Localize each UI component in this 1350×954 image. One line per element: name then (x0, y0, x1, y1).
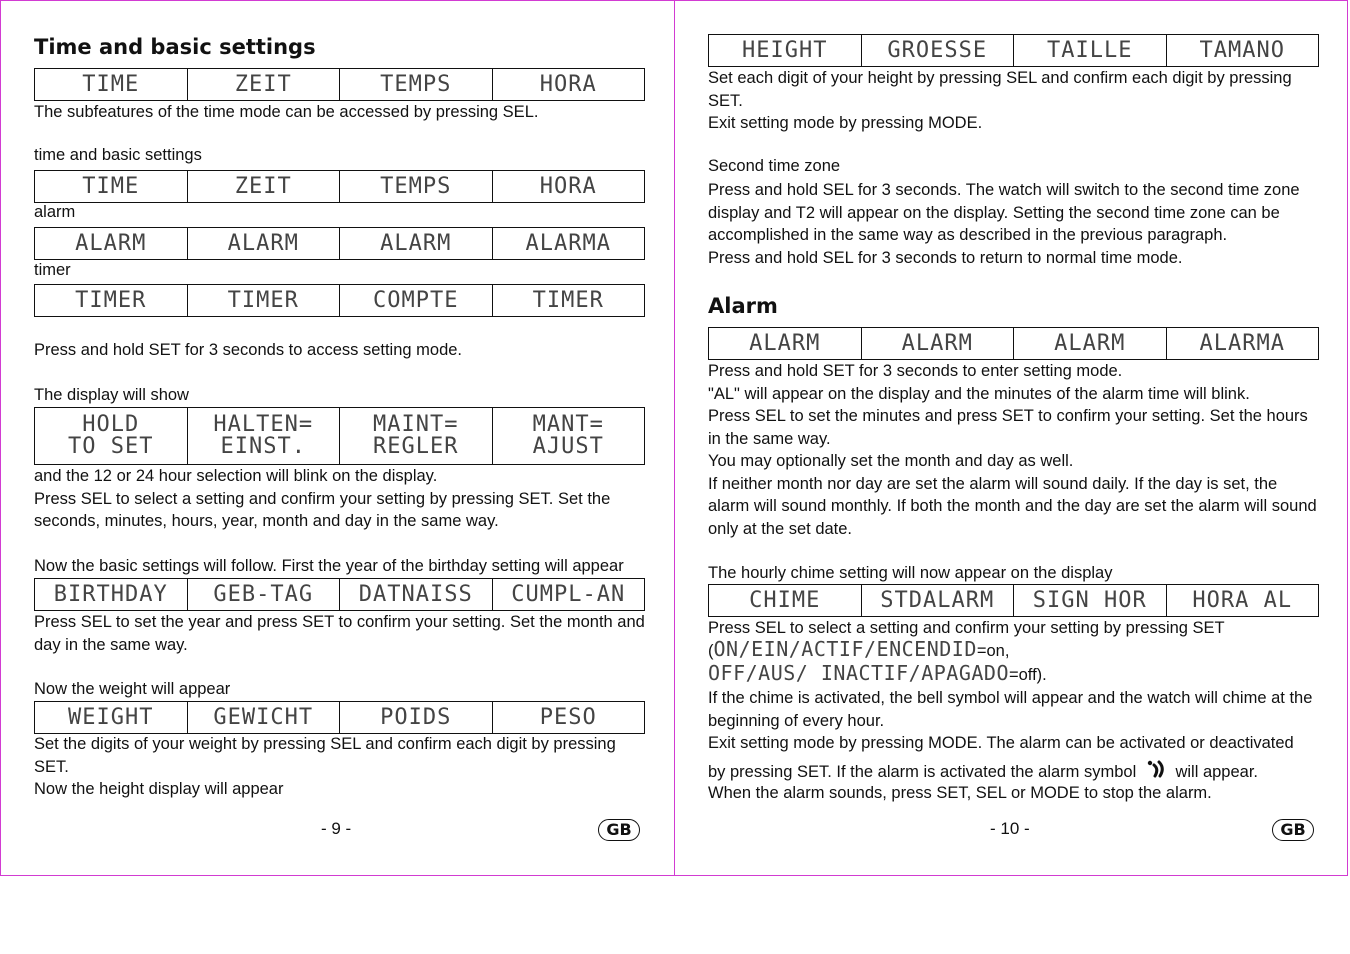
time-lcd-table (34, 68, 646, 101)
chime-select-text: Press SEL to select a setting and confirm your setting by pressing SET (708, 619, 1225, 637)
hold-set-lcd-table (34, 407, 646, 465)
on-open-paren: ( (708, 642, 714, 660)
right-page (708, 0, 1320, 876)
stop-alarm-text: When the alarm sounds, press SET, SEL or MODE to stop the alarm. (708, 784, 1212, 802)
lcd-cell: HORA AL (1166, 585, 1319, 617)
lcd-cell: ALARM (35, 228, 188, 260)
timer-lcd-table (34, 284, 646, 317)
lcd-cell: TEMPS (340, 171, 493, 203)
second-time-zone-text: Press and hold SEL for 3 seconds. The watch will switch to the second time zone display and T2 will appear on the display. Setting the second time zone can be accomplished in the same way as described in the previous paragraph. Press and hold SEL for 3 seconds to return to normal time mode. (708, 181, 1300, 267)
page-number: - 9 - (321, 819, 352, 838)
lcd-cell: DATNAISS (340, 579, 493, 611)
lcd-cell: ALARMA (1166, 328, 1319, 360)
alarm-instructions-text: Press and hold SET for 3 seconds to enter setting mode. "AL" will appear on the display and the minutes of the alarm time will blink. Press SEL to set the minutes and press SET to confirm your setting. Set the hours in the same way. You may optionally set the month and day as well. If neither month nor day are set the alarm will sound daily. If the day is set, the alarm will sound monthly. If both the month and the day are set the alarm will sound only at the set date. (708, 362, 1317, 538)
lcd-cell: TEMPS (340, 69, 493, 101)
on-suffix: =on, (976, 642, 1010, 660)
lcd-cell: BIRTHDAY (35, 579, 188, 611)
time-basic-lcd-table (34, 170, 646, 203)
subfeatures-text: The subfeatures of the time mode can be accessed by pressing SEL. (34, 103, 539, 121)
height-instructions-text: Set each digit of your height by pressing SEL and confirm each digit by pressing SET. Exit setting mode by pressing MODE. (708, 69, 1292, 132)
label-timer: timer (34, 261, 71, 279)
on-values-line (708, 638, 1320, 663)
off-values-line (708, 662, 1320, 687)
year-instructions-text: Press SEL to set the year and press SET to confirm your setting. Set the month and day in the same way. (34, 613, 645, 654)
lcd-cell: ZEIT (187, 69, 340, 101)
chime-intro-text: The hourly chime setting will now appear on the display (708, 564, 1113, 582)
chime-lcd-table (708, 584, 1320, 617)
lcd-cell: MAINT= REGLER (340, 408, 493, 465)
left-page (34, 0, 646, 876)
page-divider (674, 0, 675, 876)
lcd-cell: ALARMA (492, 228, 645, 260)
alarm-symbol-text-after: will appear. (1175, 763, 1259, 781)
lcd-cell: CHIME (709, 585, 862, 617)
on-values: ON/EIN/ACTIF/ENCENDID (713, 637, 977, 661)
hold-set-text: Press and hold SET for 3 seconds to access setting mode. (34, 341, 463, 359)
lcd-cell: GEWICHT (187, 702, 340, 734)
lcd-cell: TIME (35, 69, 188, 101)
lcd-cell: GEB-TAG (187, 579, 340, 611)
display-show-text: The display will show (34, 386, 189, 404)
lcd-cell: HOLD TO SET (35, 408, 188, 465)
lcd-cell: STDALARM (861, 585, 1014, 617)
basic-settings-text: Now the basic settings will follow. First the year of the birthday setting will appear (34, 557, 624, 575)
page-number: - 10 - (990, 819, 1030, 838)
language-badge: GB (598, 819, 640, 841)
lcd-cell: PESO (492, 702, 645, 734)
weight-digits-text: Set the digits of your weight by pressing SEL and confirm each digit by pressing SET. Now the height display will appear (34, 735, 616, 798)
height-lcd-table (708, 34, 1320, 67)
lcd-cell: TAILLE (1014, 35, 1167, 67)
lcd-cell: CUMPL-AN (492, 579, 645, 611)
lcd-cell: ALARM (187, 228, 340, 260)
section-title-alarm: Alarm (708, 294, 778, 318)
second-time-zone-title: Second time zone (708, 157, 841, 175)
lcd-cell: HEIGHT (709, 35, 862, 67)
off-values: OFF/AUS/ INACTIF/APAGADO (708, 661, 1009, 685)
lcd-cell: ALARM (340, 228, 493, 260)
lcd-cell: TIMER (492, 285, 645, 317)
lcd-cell: MANT= AJUST (492, 408, 645, 465)
blink-instructions-text: and the 12 or 24 hour selection will blink on the display. Press SEL to select a setting and confirm your setting by pressing SET. Set the seconds, minutes, hours, year, month and day in the same way. (34, 467, 611, 530)
lcd-cell: TIMER (187, 285, 340, 317)
alarm-lcd-table (708, 327, 1320, 360)
lcd-cell: ALARM (1014, 328, 1167, 360)
lcd-cell: HORA (492, 69, 645, 101)
lcd-cell: HALTEN= EINST. (187, 408, 340, 465)
lcd-cell: COMPTE (340, 285, 493, 317)
birthday-lcd-table (34, 578, 646, 611)
lcd-cell: POIDS (340, 702, 493, 734)
lcd-cell: ALARM (709, 328, 862, 360)
language-badge: GB (1272, 819, 1314, 841)
lcd-cell: ALARM (861, 328, 1014, 360)
weight-intro-text: Now the weight will appear (34, 680, 231, 698)
bell-instructions-text: If the chime is activated, the bell symbol will appear and the watch will chime at the beginning of every hour. Exit setting mode by pressing MODE. The alarm can be activated or deactivated (708, 689, 1313, 752)
lcd-cell: HORA (492, 171, 645, 203)
section-title-time: Time and basic settings (34, 35, 316, 59)
lcd-cell: SIGN HOR (1014, 585, 1167, 617)
label-time-basic: time and basic settings (34, 146, 202, 164)
lcd-cell: WEIGHT (35, 702, 188, 734)
lcd-cell: GROESSE (861, 35, 1014, 67)
off-suffix: =off). (1008, 666, 1047, 684)
alarm-lcd-table (34, 227, 646, 260)
lcd-cell: TIME (35, 171, 188, 203)
weight-lcd-table (34, 701, 646, 734)
alarm-symbol-text-before: by pressing SET. If the alarm is activated the alarm symbol (708, 763, 1137, 781)
lcd-cell: TIMER (35, 285, 188, 317)
lcd-cell: ZEIT (187, 171, 340, 203)
lcd-cell: TAMANO (1166, 35, 1319, 67)
label-alarm: alarm (34, 203, 76, 221)
